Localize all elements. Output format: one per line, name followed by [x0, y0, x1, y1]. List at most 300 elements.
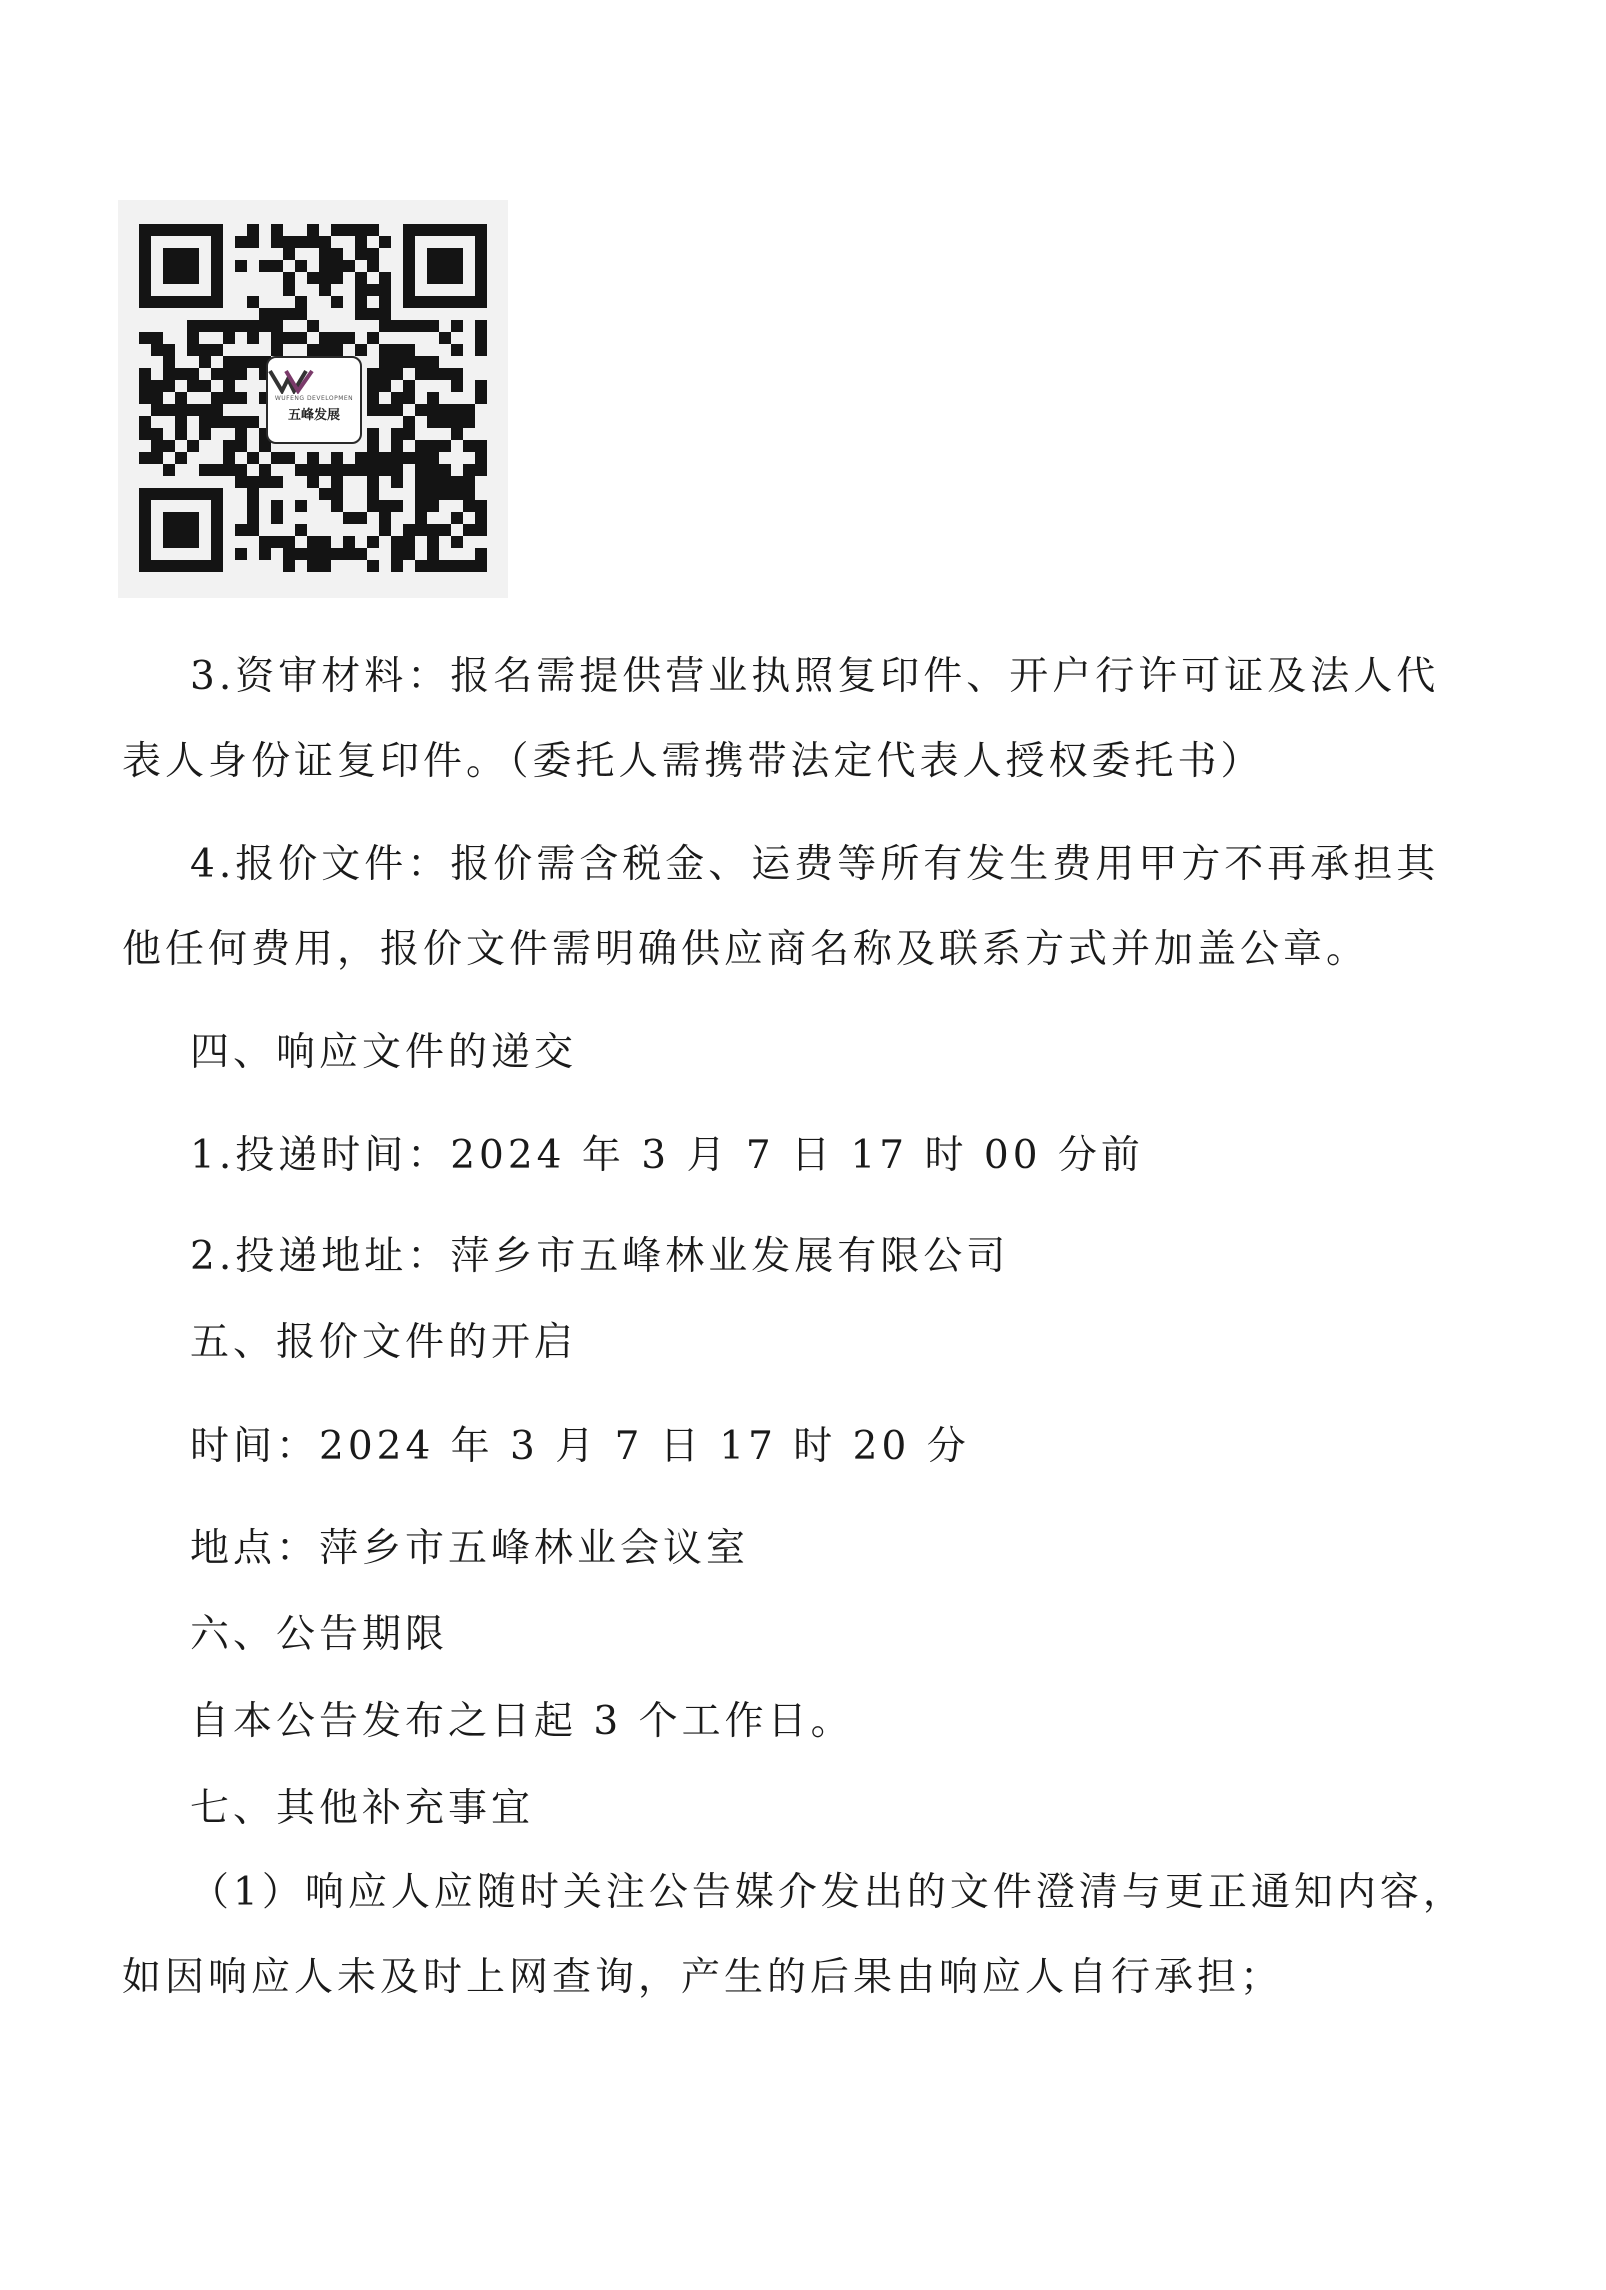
qr-module: [223, 392, 235, 404]
qr-module: [223, 368, 235, 380]
qr-module: [235, 260, 247, 272]
qr-module: [199, 464, 211, 476]
qr-module: [415, 224, 427, 236]
qr-module: [379, 464, 391, 476]
qr-module: [427, 440, 439, 452]
qr-module: [427, 356, 439, 368]
qr-module: [403, 548, 415, 560]
qr-module: [403, 416, 415, 428]
qr-module: [415, 320, 427, 332]
qr-module: [391, 320, 403, 332]
qr-module: [439, 332, 451, 344]
qr-module: [355, 548, 367, 560]
qr-module: [235, 428, 247, 440]
section-7-heading: 七、其他补充事宜: [190, 1786, 535, 1831]
qr-module: [475, 224, 487, 236]
qr-module: [403, 380, 415, 392]
qr-module: [211, 284, 223, 296]
qr-module: [139, 500, 151, 512]
qr-module: [211, 368, 223, 380]
qr-module: [187, 344, 199, 356]
qr-module: [463, 488, 475, 500]
qr-module: [331, 224, 343, 236]
qr-module: [163, 344, 175, 356]
qr-module: [403, 224, 415, 236]
qr-module: [271, 536, 283, 548]
qr-module: [475, 524, 487, 536]
qr-module: [415, 524, 427, 536]
qr-module: [331, 248, 343, 260]
qr-module: [259, 320, 271, 332]
qr-module: [259, 308, 271, 320]
qr-module: [235, 548, 247, 560]
qr-module: [295, 236, 307, 248]
qr-module: [355, 224, 367, 236]
qr-module: [199, 224, 211, 236]
qr-module: [175, 272, 187, 284]
qr-module: [427, 260, 439, 272]
qr-module: [211, 260, 223, 272]
qr-module: [187, 224, 199, 236]
qr-module: [439, 560, 451, 572]
qr-module: [211, 488, 223, 500]
qr-module: [403, 284, 415, 296]
qr-module: [211, 236, 223, 248]
qr-module: [235, 476, 247, 488]
qr-module: [451, 260, 463, 272]
qr-module: [271, 476, 283, 488]
qr-module: [439, 524, 451, 536]
qr-module: [247, 296, 259, 308]
qr-module: [139, 548, 151, 560]
qr-module: [199, 296, 211, 308]
qr-module: [367, 308, 379, 320]
qr-module: [271, 320, 283, 332]
qr-module: [271, 224, 283, 236]
qr-module: [427, 452, 439, 464]
qr-module: [199, 488, 211, 500]
qr-module: [355, 512, 367, 524]
qr-module: [139, 296, 151, 308]
qr-module: [235, 392, 247, 404]
qr-module: [331, 296, 343, 308]
qr-module: [307, 344, 319, 356]
qr-module: [331, 488, 343, 500]
qr-module: [199, 416, 211, 428]
qr-module: [367, 560, 379, 572]
qr-module: [331, 272, 343, 284]
qr-module: [403, 536, 415, 548]
qr-module: [163, 524, 175, 536]
delivery-address: 2.投递地址：萍乡市五峰林业发展有限公司: [190, 1234, 1010, 1279]
qr-module: [391, 464, 403, 476]
qr-module: [271, 308, 283, 320]
qr-module: [187, 332, 199, 344]
qr-module: [163, 380, 175, 392]
qr-module: [415, 512, 427, 524]
qr-module: [271, 260, 283, 272]
qr-module: [391, 392, 403, 404]
qr-module: [211, 224, 223, 236]
qr-module: [295, 524, 307, 536]
opening-location: 地点：萍乡市五峰林业会议室: [190, 1526, 750, 1571]
qr-module: [211, 320, 223, 332]
qr-module: [451, 560, 463, 572]
qr-module: [319, 548, 331, 560]
qr-module: [163, 224, 175, 236]
qr-module: [439, 476, 451, 488]
qr-module: [475, 344, 487, 356]
qr-module: [391, 440, 403, 452]
qr-module: [475, 440, 487, 452]
qr-module: [355, 308, 367, 320]
qr-module: [319, 260, 331, 272]
qr-module: [247, 356, 259, 368]
qr-module: [343, 548, 355, 560]
qr-module: [319, 560, 331, 572]
qr-module: [427, 224, 439, 236]
qr-module: [139, 236, 151, 248]
qr-module: [379, 320, 391, 332]
logo-text-en: WUFENG DEVELOPMEN: [274, 395, 354, 402]
qr-module: [295, 332, 307, 344]
qr-module: [391, 500, 403, 512]
qr-module: [463, 416, 475, 428]
qr-module: [187, 320, 199, 332]
qr-module: [235, 464, 247, 476]
qr-module: [307, 560, 319, 572]
qr-module: [283, 284, 295, 296]
qr-module: [307, 236, 319, 248]
qr-module: [379, 272, 391, 284]
qr-module: [403, 248, 415, 260]
qr-module: [235, 356, 247, 368]
qr-module: [163, 440, 175, 452]
qr-module: [235, 320, 247, 332]
qr-module: [259, 476, 271, 488]
qr-module: [271, 512, 283, 524]
qr-module: [139, 272, 151, 284]
qr-module: [187, 488, 199, 500]
qr-module: [343, 260, 355, 272]
qr-module: [139, 524, 151, 536]
qr-module: [367, 428, 379, 440]
qr-module: [475, 548, 487, 560]
qr-module: [415, 476, 427, 488]
qr-module: [379, 500, 391, 512]
qr-module: [187, 512, 199, 524]
qr-module: [307, 548, 319, 560]
qr-module: [379, 308, 391, 320]
qr-module: [259, 536, 271, 548]
qr-module: [451, 320, 463, 332]
qr-module: [259, 260, 271, 272]
qr-module: [223, 320, 235, 332]
qr-module: [439, 224, 451, 236]
qr-module: [223, 356, 235, 368]
qr-module: [319, 272, 331, 284]
qr-module: [403, 392, 415, 404]
qr-module: [235, 524, 247, 536]
qr-module: [391, 428, 403, 440]
qr-module: [367, 248, 379, 260]
qr-module: [451, 536, 463, 548]
qr-module: [367, 224, 379, 236]
qr-module: [211, 404, 223, 416]
qr-module: [415, 488, 427, 500]
qr-module: [199, 320, 211, 332]
qr-module: [151, 488, 163, 500]
qr-module: [211, 248, 223, 260]
qr-module: [139, 248, 151, 260]
qr-module: [367, 260, 379, 272]
qr-module: [475, 392, 487, 404]
qr-module: [307, 224, 319, 236]
qr-module: [391, 548, 403, 560]
qr-module: [139, 368, 151, 380]
qr-module: [187, 272, 199, 284]
qr-module: [247, 236, 259, 248]
supplement-1-line-1: （1）响应人应随时关注公告媒介发出的文件澄清与更正通知内容，: [190, 1870, 1466, 1915]
qr-module: [319, 332, 331, 344]
qr-module: [211, 464, 223, 476]
qr-module: [427, 524, 439, 536]
qr-module: [139, 512, 151, 524]
qr-module: [475, 272, 487, 284]
qr-module: [139, 284, 151, 296]
opening-time: 时间：2024 年 3 月 7 日 17 时 20 分: [190, 1424, 970, 1469]
qr-module: [403, 320, 415, 332]
qr-module: [343, 536, 355, 548]
qr-module: [403, 356, 415, 368]
qr-module: [223, 380, 235, 392]
qr-module: [175, 512, 187, 524]
qr-module: [175, 488, 187, 500]
qr-module: [355, 344, 367, 356]
qr-module: [427, 488, 439, 500]
qr-module: [307, 464, 319, 476]
qr-module: [391, 536, 403, 548]
wufeng-logo: [266, 356, 362, 444]
qr-module: [475, 260, 487, 272]
qr-module: [331, 452, 343, 464]
qr-module: [199, 404, 211, 416]
qr-module: [247, 320, 259, 332]
qr-module: [367, 536, 379, 548]
qr-module: [451, 512, 463, 524]
qr-module: [175, 416, 187, 428]
qr-module: [163, 272, 175, 284]
qr-module: [463, 440, 475, 452]
qr-module: [139, 536, 151, 548]
qr-module: [271, 452, 283, 464]
qr-module: [319, 488, 331, 500]
qr-module: [379, 524, 391, 536]
qr-module: [415, 500, 427, 512]
qr-module: [427, 536, 439, 548]
section-4-heading: 四、响应文件的递交: [190, 1030, 578, 1075]
qr-module: [427, 392, 439, 404]
qr-module: [295, 464, 307, 476]
qr-module: [235, 440, 247, 452]
delivery-time: 1.投递时间：2024 年 3 月 7 日 17 时 00 分前: [190, 1133, 1144, 1178]
qr-module: [187, 536, 199, 548]
qr-module: [211, 512, 223, 524]
qr-module: [151, 404, 163, 416]
qr-module: [247, 512, 259, 524]
qr-module: [427, 320, 439, 332]
logo-text-cn: 五峰发展: [287, 408, 340, 423]
qr-module: [319, 344, 331, 356]
qr-module: [163, 464, 175, 476]
qr-module: [175, 392, 187, 404]
qr-module: [319, 236, 331, 248]
qr-module: [211, 548, 223, 560]
qr-module: [283, 332, 295, 344]
qr-module: [175, 560, 187, 572]
qr-module: [331, 260, 343, 272]
qr-module: [163, 296, 175, 308]
qr-module: [391, 356, 403, 368]
qr-module: [343, 332, 355, 344]
qr-module: [331, 500, 343, 512]
qr-module: [151, 560, 163, 572]
qr-module: [307, 452, 319, 464]
qr-module: [451, 344, 463, 356]
qr-module: [211, 392, 223, 404]
qr-module: [427, 464, 439, 476]
qr-module: [187, 404, 199, 416]
qr-module: [391, 368, 403, 380]
qr-module: [379, 380, 391, 392]
qr-module: [355, 236, 367, 248]
qr-module: [355, 284, 367, 296]
qr-module: [451, 272, 463, 284]
qr-module: [223, 452, 235, 464]
qr-module: [403, 428, 415, 440]
qr-module: [139, 260, 151, 272]
qr-module: [307, 320, 319, 332]
qr-module: [247, 524, 259, 536]
qr-module: [463, 464, 475, 476]
qr-module: [403, 236, 415, 248]
qr-module: [367, 368, 379, 380]
qr-module: [211, 344, 223, 356]
qr-module: [247, 332, 259, 344]
qr-module: [403, 296, 415, 308]
qr-module: [139, 332, 151, 344]
qr-module: [211, 524, 223, 536]
qr-module: [367, 404, 379, 416]
qr-module: [475, 236, 487, 248]
supplement-1-line-2: 如因响应人未及时上网查询，产生的后果由响应人自行承担；: [122, 1955, 1284, 2000]
qr-module: [451, 296, 463, 308]
qr-module: [175, 524, 187, 536]
qr-module: [235, 236, 247, 248]
qr-module: [151, 452, 163, 464]
item-4-quote-line-1: 4.报价文件：报价需含税金、运费等所有发生费用甲方不再承担其: [190, 842, 1440, 887]
qr-module: [451, 428, 463, 440]
qr-code: [118, 200, 508, 598]
qr-module: [163, 368, 175, 380]
qr-module: [379, 452, 391, 464]
qr-module: [211, 272, 223, 284]
qr-module: [475, 560, 487, 572]
section-5-heading: 五、报价文件的开启: [190, 1320, 578, 1365]
qr-module: [199, 560, 211, 572]
qr-module: [475, 248, 487, 260]
qr-module: [451, 488, 463, 500]
qr-module: [427, 404, 439, 416]
qr-module: [211, 536, 223, 548]
qr-module: [415, 440, 427, 452]
qr-module: [175, 248, 187, 260]
qr-module: [151, 224, 163, 236]
qr-module: [175, 428, 187, 440]
qr-module: [151, 296, 163, 308]
qr-module: [379, 296, 391, 308]
qr-module: [427, 560, 439, 572]
qr-module: [427, 500, 439, 512]
section-6-heading: 六、公告期限: [190, 1612, 449, 1657]
qr-module: [283, 236, 295, 248]
qr-module: [283, 452, 295, 464]
qr-module: [163, 404, 175, 416]
qr-module: [139, 392, 151, 404]
qr-module: [223, 416, 235, 428]
qr-module: [283, 560, 295, 572]
qr-module: [247, 488, 259, 500]
qr-module: [271, 236, 283, 248]
qr-module: [415, 464, 427, 476]
qr-module: [379, 344, 391, 356]
qr-module: [355, 452, 367, 464]
qr-module: [367, 440, 379, 452]
qr-module: [355, 296, 367, 308]
qr-module: [463, 560, 475, 572]
qr-module: [475, 452, 487, 464]
qr-module: [331, 464, 343, 476]
qr-module: [295, 500, 307, 512]
qr-module: [319, 536, 331, 548]
qr-module: [331, 344, 343, 356]
qr-module: [427, 416, 439, 428]
qr-module: [295, 548, 307, 560]
qr-module: [247, 416, 259, 428]
qr-module: [199, 356, 211, 368]
qr-module: [139, 224, 151, 236]
qr-module: [139, 428, 151, 440]
qr-module: [151, 332, 163, 344]
qr-module: [367, 476, 379, 488]
qr-module: [427, 548, 439, 560]
qr-module: [199, 380, 211, 392]
qr-module: [235, 416, 247, 428]
qr-module: [475, 332, 487, 344]
item-4-quote-line-2: 他任何费用，报价文件需明确供应商名称及联系方式并加盖公章。: [122, 927, 1370, 972]
qr-module: [355, 272, 367, 284]
qr-module: [139, 452, 151, 464]
qr-module: [151, 428, 163, 440]
qr-module: [415, 368, 427, 380]
qr-module: [175, 404, 187, 416]
qr-module: [151, 392, 163, 404]
qr-module: [415, 452, 427, 464]
qr-module: [427, 272, 439, 284]
qr-module: [259, 548, 271, 560]
qr-module: [139, 416, 151, 428]
qr-module: [403, 260, 415, 272]
